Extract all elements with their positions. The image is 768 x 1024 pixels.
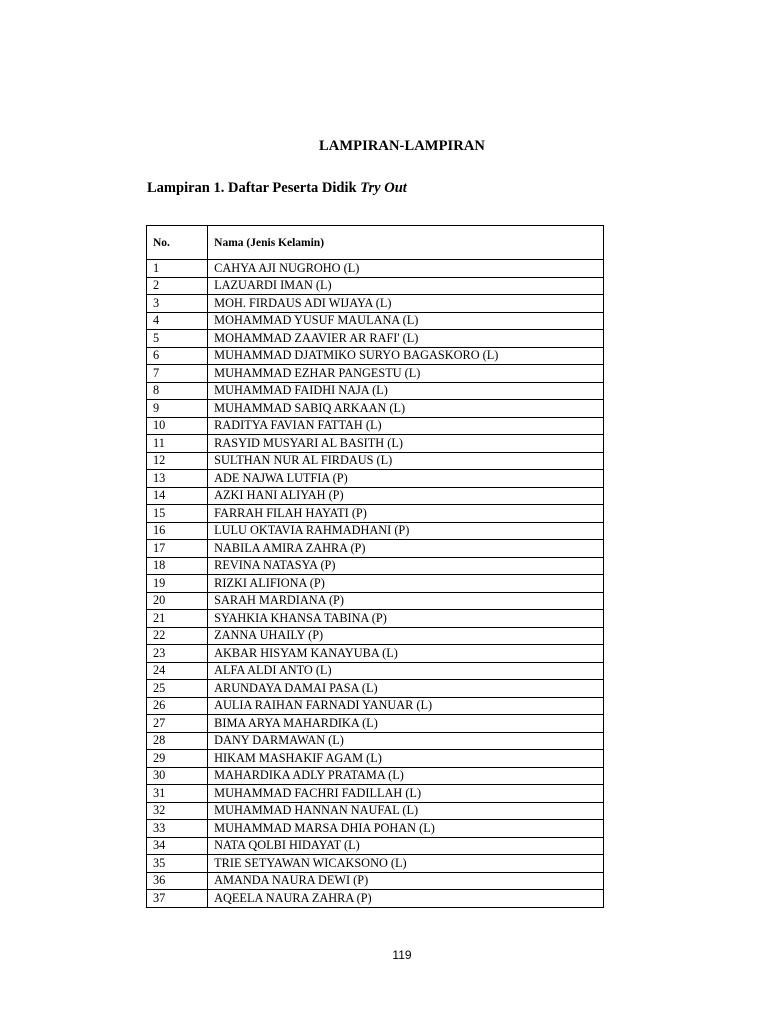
table-row [147, 277, 604, 295]
row-number: 36 [147, 872, 208, 890]
row-number: 27 [147, 715, 208, 733]
row-name: AMANDA NAURA DEWI (P) [208, 872, 604, 890]
table-row [147, 592, 604, 610]
table-row [147, 855, 604, 873]
table-row [147, 627, 604, 645]
row-number: 9 [147, 400, 208, 418]
row-name: RASYID MUSYARI AL BASITH (L) [208, 435, 604, 453]
table-row [147, 645, 604, 663]
table-row [147, 697, 604, 715]
row-number: 2 [147, 277, 208, 295]
row-name: REVINA NATASYA (P) [208, 557, 604, 575]
row-number: 19 [147, 575, 208, 593]
row-name: SYAHKIA KHANSA TABINA (P) [208, 610, 604, 628]
table-row [147, 400, 604, 418]
table-header-row [147, 226, 604, 260]
row-name: RADITYA FAVIAN FATTAH (L) [208, 417, 604, 435]
table-row [147, 470, 604, 488]
row-number: 22 [147, 627, 208, 645]
row-name: AQEELA NAURA ZAHRA (P) [208, 890, 604, 908]
table-row [147, 260, 604, 278]
table-row [147, 330, 604, 348]
table-row [147, 365, 604, 383]
row-name: MUHAMMAD FAIDHI NAJA (L) [208, 382, 604, 400]
table-row [147, 732, 604, 750]
row-name: ALFA ALDI ANTO (L) [208, 662, 604, 680]
table-row [147, 767, 604, 785]
row-number: 4 [147, 312, 208, 330]
table-row [147, 382, 604, 400]
table-row [147, 435, 604, 453]
row-number: 24 [147, 662, 208, 680]
table-row [147, 347, 604, 365]
row-name: MAHARDIKA ADLY PRATAMA (L) [208, 767, 604, 785]
participant-table [146, 225, 604, 908]
table-row [147, 452, 604, 470]
row-name: DANY DARMAWAN (L) [208, 732, 604, 750]
row-number: 18 [147, 557, 208, 575]
row-number: 11 [147, 435, 208, 453]
row-name: ZANNA UHAILY (P) [208, 627, 604, 645]
header-number: No. [147, 226, 208, 260]
table-row [147, 680, 604, 698]
row-name: TRIE SETYAWAN WICAKSONO (L) [208, 855, 604, 873]
table-row [147, 295, 604, 313]
row-name: MUHAMMAD FACHRI FADILLAH (L) [208, 785, 604, 803]
row-number: 5 [147, 330, 208, 348]
row-name: MUHAMMAD EZHAR PANGESTU (L) [208, 365, 604, 383]
row-number: 33 [147, 820, 208, 838]
row-number: 13 [147, 470, 208, 488]
table-row [147, 522, 604, 540]
row-number: 26 [147, 697, 208, 715]
table-row [147, 505, 604, 523]
section-heading-italic: Try Out [360, 180, 407, 196]
row-name: MOHAMMAD ZAAVIER AR RAFI' (L) [208, 330, 604, 348]
row-name: BIMA ARYA MAHARDIKA (L) [208, 715, 604, 733]
table-row [147, 837, 604, 855]
section-heading [147, 180, 407, 197]
row-name: SARAH MARDIANA (P) [208, 592, 604, 610]
table-row [147, 662, 604, 680]
row-name: HIKAM MASHAKIF AGAM (L) [208, 750, 604, 768]
row-number: 29 [147, 750, 208, 768]
row-number: 3 [147, 295, 208, 313]
row-name: RIZKI ALIFIONA (P) [208, 575, 604, 593]
row-number: 7 [147, 365, 208, 383]
row-name: AZKI HANI ALIYAH (P) [208, 487, 604, 505]
row-name: LULU OKTAVIA RAHMADHANI (P) [208, 522, 604, 540]
row-name: CAHYA AJI NUGROHO (L) [208, 260, 604, 278]
table-row [147, 890, 604, 908]
table-row [147, 557, 604, 575]
row-name: MUHAMMAD SABIQ ARKAAN (L) [208, 400, 604, 418]
row-number: 32 [147, 802, 208, 820]
section-heading-text: Lampiran 1. Daftar Peserta Didik [147, 180, 357, 196]
page-number: 119 [392, 948, 412, 962]
row-number: 21 [147, 610, 208, 628]
row-number: 25 [147, 680, 208, 698]
row-number: 8 [147, 382, 208, 400]
page-title: LAMPIRAN-LAMPIRAN [318, 138, 485, 154]
table-row [147, 575, 604, 593]
row-number: 10 [147, 417, 208, 435]
row-number: 30 [147, 767, 208, 785]
table-row [147, 750, 604, 768]
table-row [147, 312, 604, 330]
row-name: AULIA RAIHAN FARNADI YANUAR (L) [208, 697, 604, 715]
table-row [147, 820, 604, 838]
row-number: 34 [147, 837, 208, 855]
row-name: MUHAMMAD MARSA DHIA POHAN (L) [208, 820, 604, 838]
row-name: ARUNDAYA DAMAI PASA (L) [208, 680, 604, 698]
row-number: 17 [147, 540, 208, 558]
row-name: MOHAMMAD YUSUF MAULANA (L) [208, 312, 604, 330]
table-row [147, 872, 604, 890]
table-row [147, 715, 604, 733]
table-row [147, 785, 604, 803]
row-name: SULTHAN NUR AL FIRDAUS (L) [208, 452, 604, 470]
row-name: FARRAH FILAH HAYATI (P) [208, 505, 604, 523]
row-name: MUHAMMAD HANNAN NAUFAL (L) [208, 802, 604, 820]
row-number: 15 [147, 505, 208, 523]
table-row [147, 610, 604, 628]
row-number: 37 [147, 890, 208, 908]
row-number: 12 [147, 452, 208, 470]
table-body [147, 260, 604, 908]
row-name: LAZUARDI IMAN (L) [208, 277, 604, 295]
table-row [147, 417, 604, 435]
row-name: MUHAMMAD DJATMIKO SURYO BAGASKORO (L) [208, 347, 604, 365]
row-number: 35 [147, 855, 208, 873]
row-number: 1 [147, 260, 208, 278]
row-number: 14 [147, 487, 208, 505]
table-row [147, 802, 604, 820]
row-number: 16 [147, 522, 208, 540]
row-number: 28 [147, 732, 208, 750]
row-number: 20 [147, 592, 208, 610]
row-name: AKBAR HISYAM KANAYUBA (L) [208, 645, 604, 663]
row-name: MOH. FIRDAUS ADI WIJAYA (L) [208, 295, 604, 313]
row-name: NATA QOLBI HIDAYAT (L) [208, 837, 604, 855]
header-name: Nama (Jenis Kelamin) [208, 226, 604, 260]
row-number: 6 [147, 347, 208, 365]
table-row [147, 540, 604, 558]
row-name: NABILA AMIRA ZAHRA (P) [208, 540, 604, 558]
table-row [147, 487, 604, 505]
row-number: 31 [147, 785, 208, 803]
row-number: 23 [147, 645, 208, 663]
row-name: ADE NAJWA LUTFIA (P) [208, 470, 604, 488]
